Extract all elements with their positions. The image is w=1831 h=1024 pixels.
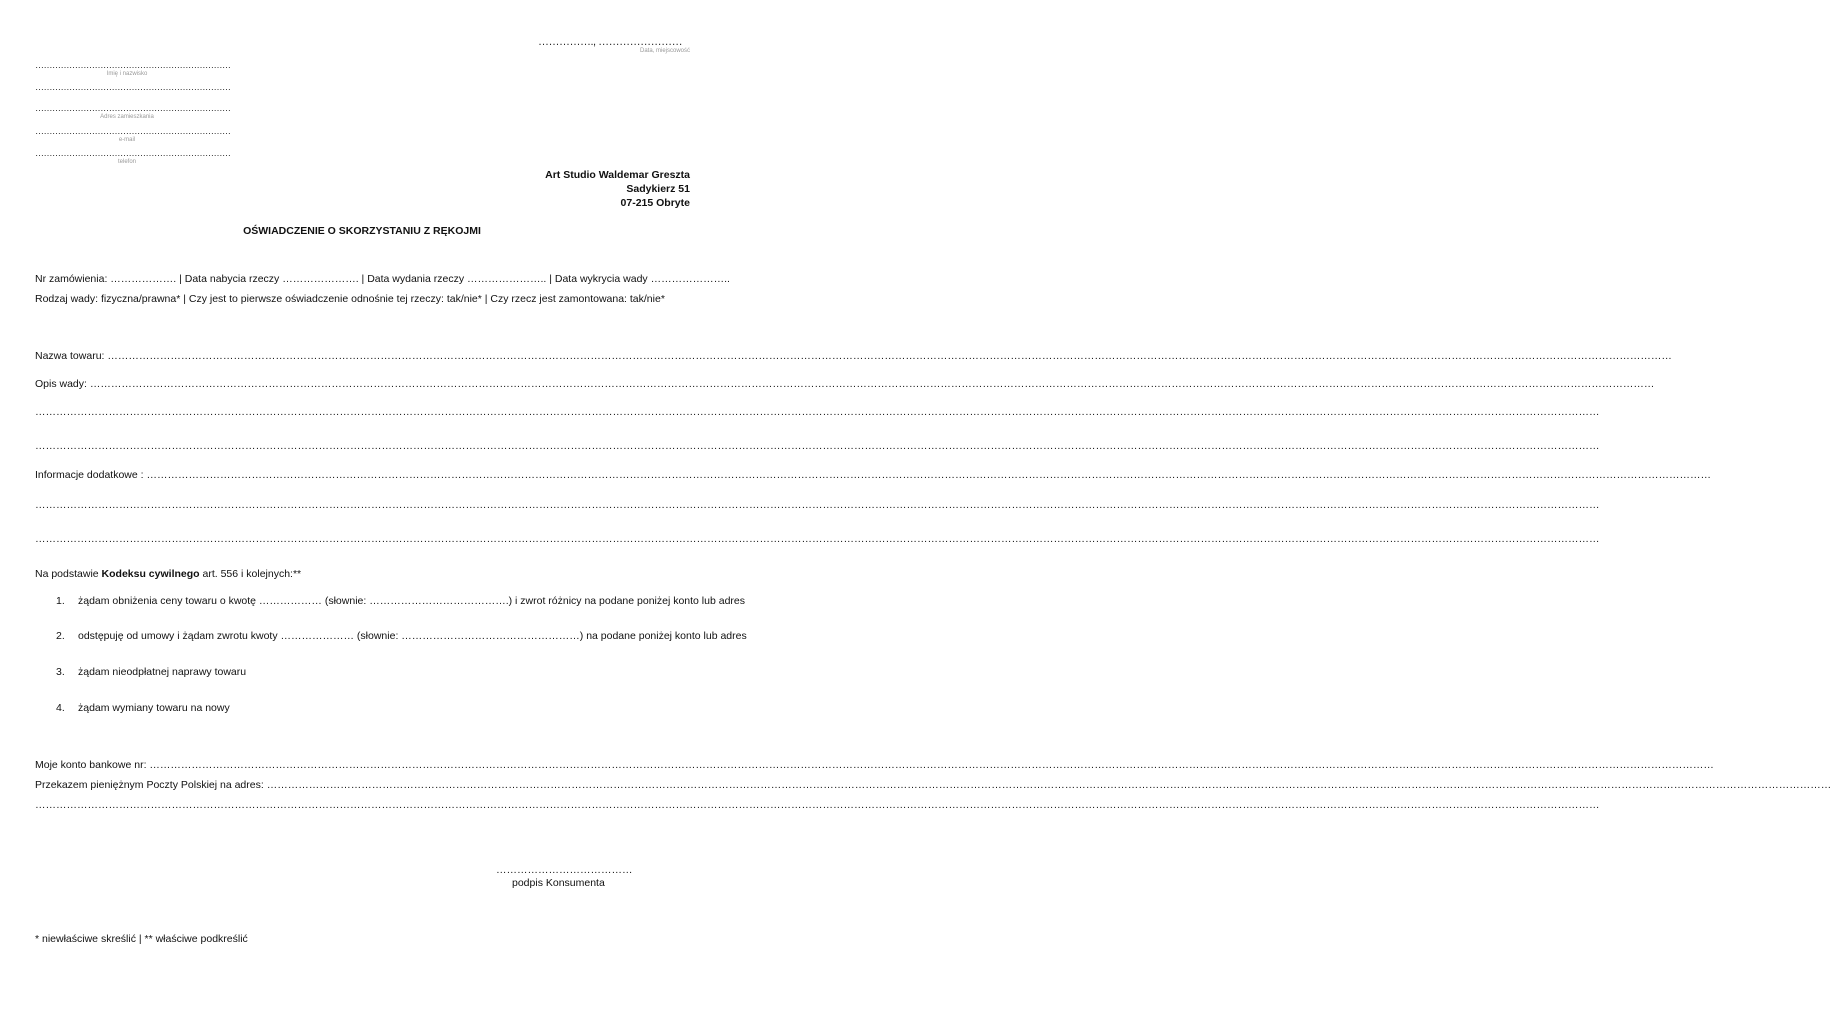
option-4-text[interactable]: żądam wymiany towaru na nowy: [78, 702, 230, 714]
defect-description-line-2[interactable]: ……………………………………………………………………………………………………………………………………………………………………………………………………………………………………………………………………………………………………………………………………………………………………………………………………………: [35, 406, 1600, 418]
option-3-number: 3.: [56, 666, 65, 678]
defect-type-line[interactable]: Rodzaj wady: fizyczna/prawna* | Czy jest to pierwsze oświadczenie odnośnie tej rzeczy: tak/nie* | Czy rzecz jest zamontowana: tak/nie*: [35, 293, 665, 305]
additional-info-line-2[interactable]: ……………………………………………………………………………………………………………………………………………………………………………………………………………………………………………………………………………………………………………………………………………………………………………………………………………: [35, 499, 1600, 511]
order-details-line[interactable]: Nr zamówienia: ………………. | Data nabycia rzeczy …………………. | Data wydania rzeczy ………………….. | Data wykrycia wady …………………..: [35, 273, 730, 285]
phone-field[interactable]: ……………………………………………………………: [35, 148, 231, 158]
legal-basis-code: Kodeksu cywilnego: [101, 568, 200, 580]
option-2-text[interactable]: odstępuję od umowy i żądam zwrotu kwoty ………………… (słownie: ……………………………………………) na podane poniżej konto lub adres: [78, 630, 747, 642]
postal-order-label: Przekazem pieniężnym Poczty Polskiej na adres:: [35, 779, 267, 791]
address-field-1[interactable]: ……………………………………………………………: [35, 82, 231, 92]
recipient-city: 07-215 Obryte: [620, 197, 690, 209]
postal-address-line-2[interactable]: ……………………………………………………………………………………………………………………………………………………………………………………………………………………………………………………………………………………………………………………………………………………………………………………………………………: [35, 799, 1600, 811]
footnote: * niewłaściwe skreślić | ** właściwe podkreślić: [35, 933, 248, 945]
page-title: OŚWIADCZENIE O SKORZYSTANIU Z RĘKOJMI: [243, 225, 481, 237]
recipient-name: Art Studio Waldemar Greszta: [545, 169, 690, 181]
bank-account-field[interactable]: [35, 759, 1714, 772]
name-label: Imię i nazwisko: [106, 71, 148, 77]
defect-description-field[interactable]: [35, 378, 1655, 391]
legal-basis-suffix: art. 556 i kolejnych:**: [199, 568, 302, 580]
email-field[interactable]: ……………………………………………………………: [35, 126, 231, 136]
additional-info-field[interactable]: [35, 469, 1711, 482]
option-4-number: 4.: [56, 702, 65, 714]
defect-description-dots: ……………………………………………………………………………………………………………………………………………………………………………………………………………………………………………………………………………………………………………………………………………………………………………………………………………: [89, 378, 1655, 390]
date-place-line[interactable]: ……………., ……………………: [538, 36, 683, 48]
option-1-text[interactable]: żądam obniżenia ceny towaru o kwotę ……………… (słownie: ………………………………….) i zwrot różnicy na podane poniżej konto lub adres: [78, 595, 746, 607]
legal-basis: [35, 568, 301, 581]
signature-label: podpis Konsumenta: [512, 877, 605, 889]
postal-order-field[interactable]: [35, 779, 1831, 792]
option-3-text[interactable]: żądam nieodpłatnej naprawy towaru: [78, 666, 247, 678]
recipient-street: Sadykierz 51: [626, 183, 690, 195]
additional-info-line-3[interactable]: ……………………………………………………………………………………………………………………………………………………………………………………………………………………………………………………………………………………………………………………………………………………………………………………………………………: [35, 533, 1600, 545]
defect-description-label: Opis wady:: [35, 378, 90, 390]
defect-description-line-3[interactable]: ……………………………………………………………………………………………………………………………………………………………………………………………………………………………………………………………………………………………………………………………………………………………………………………………………………: [35, 440, 1600, 452]
email-label: e-mail: [118, 137, 136, 143]
signature-line[interactable]: …………………………………: [496, 864, 633, 876]
date-place-label: Data, miejscowość: [639, 48, 690, 54]
additional-info-label: Informacje dodatkowe :: [35, 469, 147, 481]
product-name-label: Nazwa towaru:: [35, 350, 108, 362]
phone-label: telefon: [117, 159, 136, 165]
bank-account-dots: ……………………………………………………………………………………………………………………………………………………………………………………………………………………………………………………………………………………………………………………………………………………………………………………………………………: [149, 759, 1714, 771]
address-label: Adres zamieszkania: [100, 114, 154, 120]
legal-basis-prefix: Na podstawie: [35, 568, 102, 580]
address-field-2[interactable]: ……………………………………………………………: [35, 103, 231, 113]
additional-info-dots: ……………………………………………………………………………………………………………………………………………………………………………………………………………………………………………………………………………………………………………………………………………………………………………………………………………: [146, 469, 1711, 481]
name-field[interactable]: ……………………………………………………………: [35, 60, 231, 70]
option-2-number: 2.: [56, 630, 65, 642]
product-name-field[interactable]: [35, 350, 1672, 363]
bank-account-label: Moje konto bankowe nr:: [35, 759, 150, 771]
option-1-number: 1.: [56, 595, 65, 607]
product-name-dots: ……………………………………………………………………………………………………………………………………………………………………………………………………………………………………………………………………………………………………………………………………………………………………………………………………………: [107, 350, 1672, 362]
postal-order-dots: ……………………………………………………………………………………………………………………………………………………………………………………………………………………………………………………………………………………………………………………………………………………………………………………………………………: [266, 779, 1831, 791]
